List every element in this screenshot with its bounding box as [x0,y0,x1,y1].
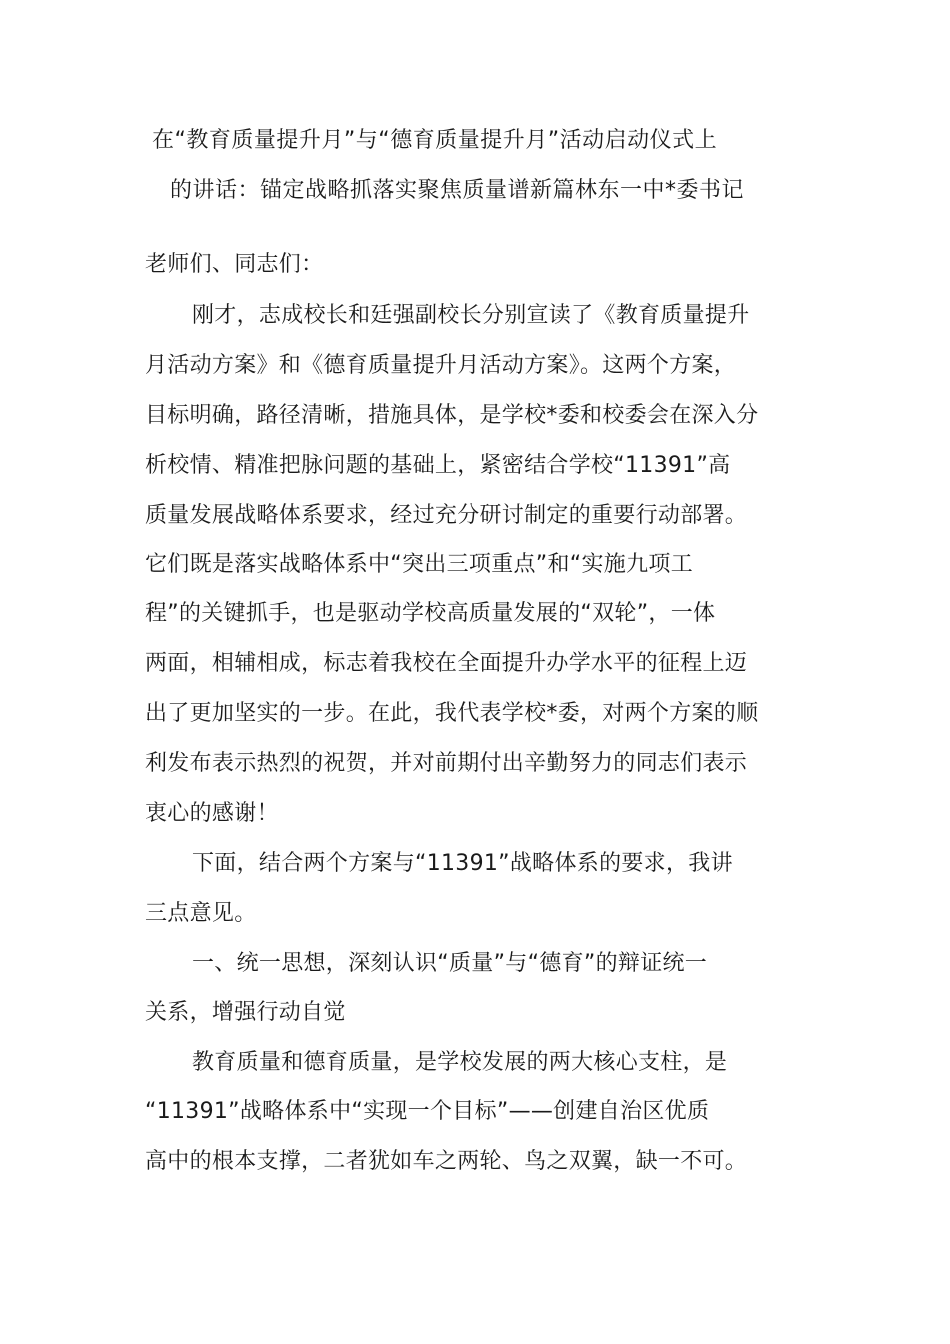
paragraph-line: 三点意见。 [145,901,257,926]
paragraph-line: 两面，相辅相成，标志着我校在全面提升办学水平的征程上迈 [145,651,748,676]
paragraph-line: 目标明确，路径清晰，措施具体，是学校*委和校委会在深入分 [145,403,759,428]
paragraph-line: 质量发展战略体系要求，经过充分研讨制定的重要行动部署。 [145,503,748,528]
paragraph-line: 利发布表示热烈的祝贺，并对前期付出辛勤努力的同志们表示 [145,751,748,776]
paragraph-line: 刚才，志成校长和廷强副校长分别宣读了《教育质量提升 [192,303,750,328]
title-line-1: 在“教育质量提升月”与“德育质量提升月”活动启动仪式上 [152,128,718,153]
paragraph-line: 析校情、精准把脉问题的基础上，紧密结合学校“11391”高 [145,453,731,478]
paragraph-line: 程”的关键抓手，也是驱动学校高质量发展的“双轮”，一体 [145,601,716,626]
paragraph-line: 高中的根本支撑，二者犹如车之两轮、鸟之双翼，缺一不可。 [145,1149,748,1174]
paragraph-line: 它们既是落实战略体系中“突出三项重点”和“实施九项工 [145,552,693,577]
section-heading-line: 关系，增强行动自觉 [145,1000,346,1025]
paragraph-line: 教育质量和德育质量，是学校发展的两大核心支柱，是 [192,1050,728,1075]
paragraph-line: 衷心的感谢！ [145,801,279,826]
paragraph-line: 出了更加坚实的一步。在此，我代表学校*委，对两个方案的顺 [145,701,759,726]
paragraph-line: 下面，结合两个方案与“11391”战略体系的要求，我讲 [192,851,733,876]
salutation: 老师们、同志们： [145,252,324,277]
title-line-2: 的讲话：锚定战略抓落实聚焦质量谱新篇林东一中*委书记 [170,178,745,203]
paragraph-line: “11391”战略体系中“实现一个目标”——创建自治区优质 [145,1099,710,1124]
section-heading-line: 一、统一思想，深刻认识“质量”与“德育”的辩证统一 [192,951,708,976]
paragraph-line: 月活动方案》和《德育质量提升月活动方案》。这两个方案， [145,353,737,378]
